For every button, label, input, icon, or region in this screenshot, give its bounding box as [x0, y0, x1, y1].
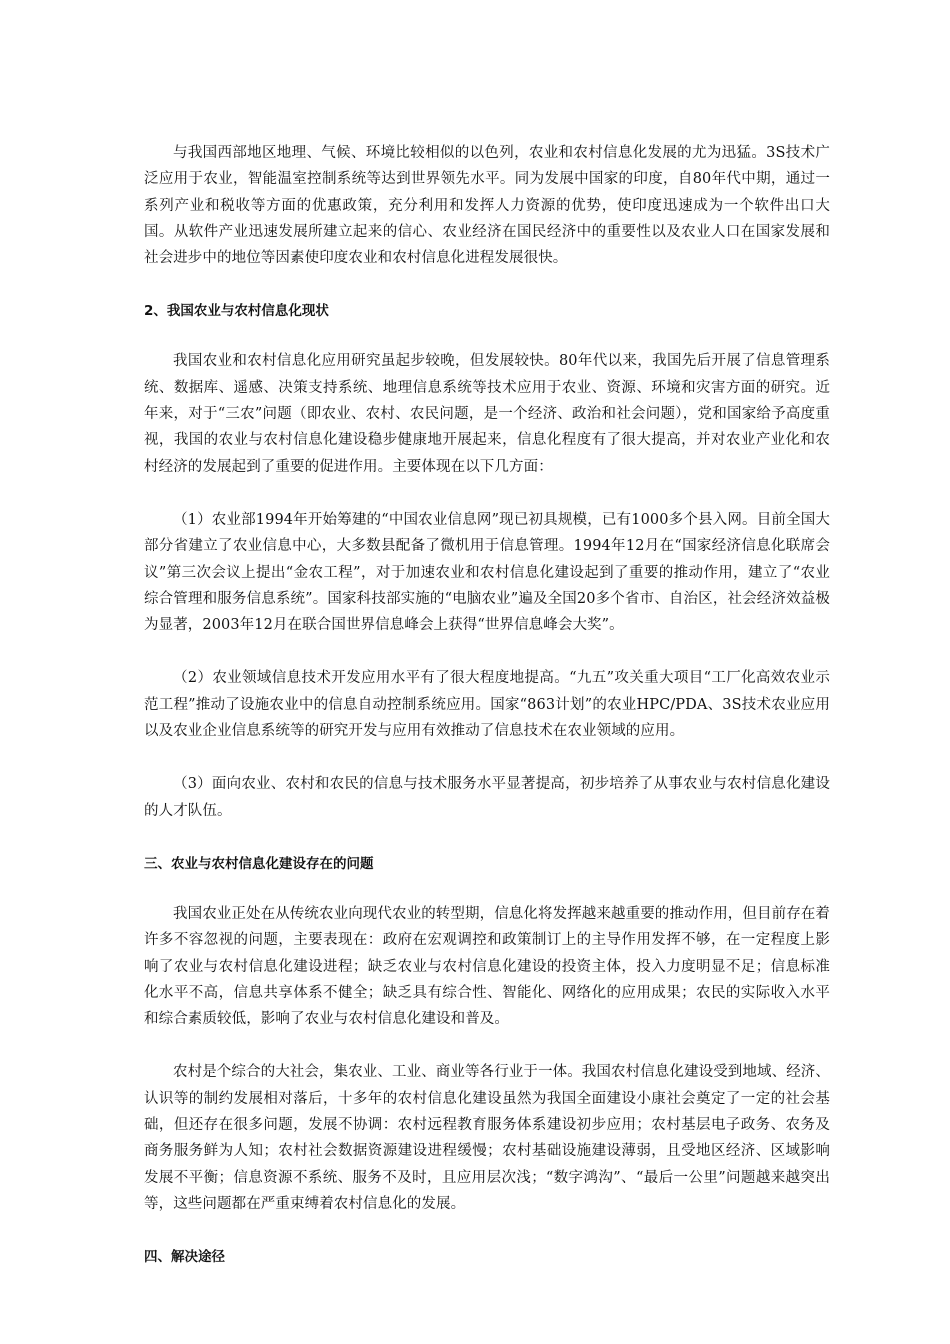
paragraph-china-overview: 我国农业和农村信息化应用研究虽起步较晚，但发展较快。80年代以来，我国先后开展了信息管理系统、数据库、遥感、决策支持系统、地理信息系统等技术应用于农业、资源、环境和灾害方面的研究。近年来，对于“三农”问题（即农业、农村、农民问题，是一个经济、政治和社会问题），党和国家给予高度重视，我国的农业与农村信息化建设稳步健康地开展起来，信息化程度有了很大提高，并对农业产业化和农村经济的发展起到了重要的促进作用。主要体现在以下几方面： [144, 353, 830, 475]
section-heading-current-status: 2、我国农业与农村信息化现状 [144, 303, 329, 320]
paragraph-problems-2: 农村是个综合的大社会，集农业、工业、商业等各行业于一体。我国农村信息化建设受到地域、经济、认识等的制约发展相对落后，十多年的农村信息化建设虽然为我国全面建设小康社会奠定了一定的社会基础，但还存在很多问题，发展不协调：农村远程教育服务体系建设初步应用；农村基层电子政务、农务及商务服务鲜为人知；农村社会数据资源建设进程缓慢；农村基础设施建设薄弱，且受地区经济、区域影响发展不平衡；信息资源不系统、服务不及时，且应用层次浅；“数字鸿沟”、“最后一公里”问题越来越突出等，这些问题都在严重束缚着农村信息化的发展。 [144, 1064, 830, 1212]
paragraph-point-1: （1）农业部1994年开始筹建的“中国农业信息网”现已初具规模，已有1000多个县入网。目前全国大部分省建立了农业信息中心，大多数县配备了微机用于信息管理。1994年12月在“国家经济信息化联席会议”第三次会议上提出“金农工程”，对于加速农业和农村信息化建设起到了重要的推动作用，建立了“农业综合管理和服务信息系统”。国家科技部实施的“电脑农业”遍及全国20多个省市、自治区，社会经济效益极为显著，2003年12月在联合国世界信息峰会上获得“世界信息峰会大奖”。 [144, 511, 830, 634]
section-heading-problems: 三、农业与农村信息化建设存在的问题 [144, 855, 374, 872]
paragraph-point-2: （2）农业领域信息技术开发应用水平有了很大程度地提高。“九五”攻关重大项目“工厂化高效农业示范工程”推动了设施农业中的信息自动控制系统应用。国家“863计划”的农业HPC/PDA、3S技术农业应用以及农业企业信息系统等的研究开发与应用有效推动了信息技术在农业领域的应用。 [144, 670, 830, 740]
section-heading-solutions: 四、解决途径 [144, 1249, 225, 1266]
paragraph-point-3: （3）面向农业、农村和农民的信息与技术服务水平显著提高，初步培养了从事农业与农村信息化建设的人才队伍。 [144, 776, 830, 819]
document-body [144, 140, 830, 1270]
paragraph-israel-india: 与我国西部地区地理、气候、环境比较相似的以色列，农业和农村信息化发展的尤为迅猛。3S技术广泛应用于农业，智能温室控制系统等达到世界领先水平。同为发展中国家的印度，自80年代中期，通过一系列产业和税收等方面的优惠政策，充分利用和发挥人力资源的优势，使印度迅速成为一个软件出口大国。从软件产业迅速发展所建立起来的信心、农业经济在国民经济中的重要性以及农业人口在国家发展和社会进步中的地位等因素使印度农业和农村信息化进程发展很快。 [144, 145, 830, 267]
paragraph-problems-1: 我国农业正处在从传统农业向现代农业的转型期，信息化将发挥越来越重要的推动作用，但目前存在着许多不容忽视的问题，主要表现在：政府在宏观调控和政策制订上的主导作用发挥不够，在一定程度上影响了农业与农村信息化建设进程；缺乏农业与农村信息化建设的投资主体，投入力度明显不足；信息标准化水平不高，信息共享体系不健全；缺乏具有综合性、智能化、网络化的应用成果；农民的实际收入水平和综合素质较低，影响了农业与农村信息化建设和普及。 [144, 905, 830, 1028]
